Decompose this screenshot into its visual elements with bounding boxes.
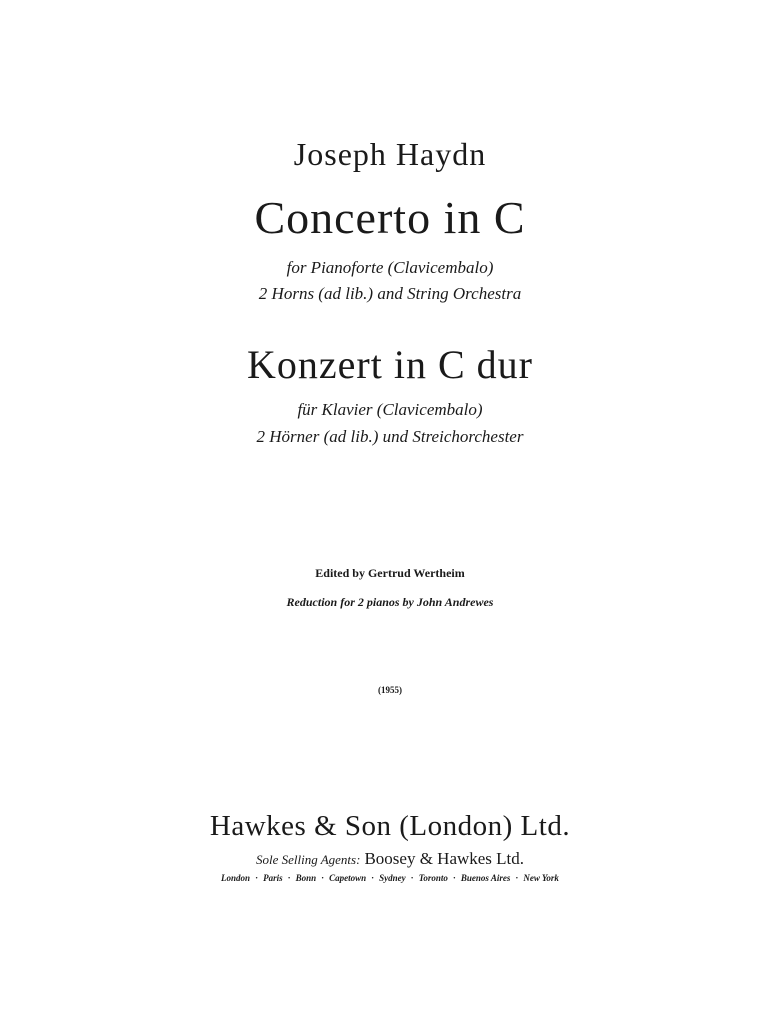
city-item: Sydney bbox=[379, 873, 406, 883]
city-item: Paris bbox=[263, 873, 283, 883]
city-separator: · bbox=[321, 873, 325, 883]
city-item: New York bbox=[523, 873, 559, 883]
city-separator: · bbox=[515, 873, 519, 883]
city-item: Toronto bbox=[418, 873, 448, 883]
publication-year: (1955) bbox=[378, 685, 402, 695]
subtitle-german-line-1: für Klavier (Clavicembalo) bbox=[297, 400, 483, 419]
reduction-credit: Reduction for 2 pianos by John Andrewes bbox=[286, 595, 494, 609]
selling-agents-label: Sole Selling Agents: bbox=[255, 852, 361, 867]
city-item: Buenos Aires bbox=[460, 873, 511, 883]
city-separator: · bbox=[410, 873, 414, 883]
title-english: Concerto in C bbox=[254, 192, 526, 243]
selling-agents bbox=[0, 850, 780, 868]
city-item: London bbox=[221, 873, 251, 883]
city-item: Bonn bbox=[295, 873, 317, 883]
city-separator: · bbox=[371, 873, 375, 883]
city-separator: · bbox=[287, 873, 291, 883]
city-item: Capetown bbox=[329, 873, 367, 883]
composer-name: Joseph Haydn bbox=[293, 136, 487, 172]
title-german: Konzert in C dur bbox=[247, 342, 533, 387]
publisher-name: Hawkes & Son (London) Ltd. bbox=[209, 810, 571, 842]
selling-agents-name: Boosey & Hawkes Ltd. bbox=[364, 849, 525, 868]
subtitle-english-line-2: 2 Horns (ad lib.) and String Orchestra bbox=[258, 284, 522, 303]
subtitle-german-line-2: 2 Hörner (ad lib.) und Streichorchester bbox=[256, 427, 524, 446]
city-list bbox=[0, 874, 780, 883]
city-separator: · bbox=[452, 873, 456, 883]
city-separator: · bbox=[255, 873, 259, 883]
subtitle-english-line-1: for Pianoforte (Clavicembalo) bbox=[286, 258, 494, 277]
editor-credit: Edited by Gertrud Wertheim bbox=[315, 566, 465, 580]
